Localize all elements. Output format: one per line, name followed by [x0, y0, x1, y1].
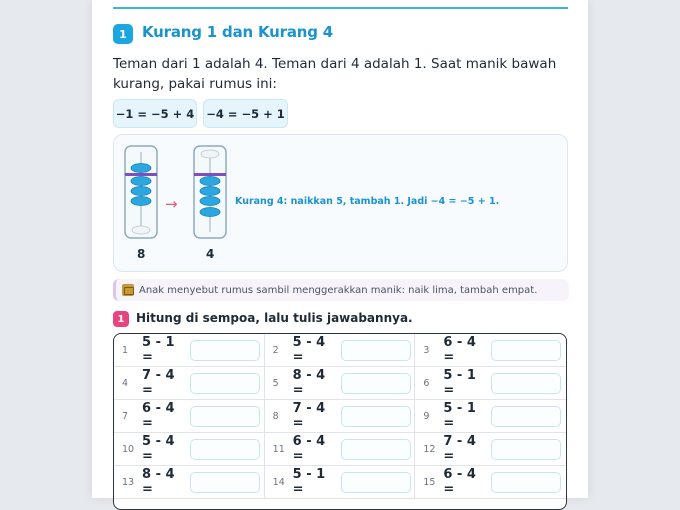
answer-box[interactable] — [341, 439, 411, 460]
problem-number: 14 — [272, 476, 285, 488]
problem-cell — [415, 400, 566, 433]
answer-box[interactable] — [190, 472, 260, 493]
abacus-rod-before — [125, 146, 157, 238]
answer-box[interactable] — [491, 472, 561, 493]
notebook-icon — [122, 284, 134, 296]
illustration-caption: Kurang 4: naikkan 5, tambah 1. Jadi −4 = −5 + 1. — [235, 196, 500, 207]
problem-cell — [415, 367, 566, 400]
problem-expression: 7 - 4 = — [142, 368, 175, 398]
problem-number: 15 — [423, 476, 436, 488]
problem-number: 7 — [122, 410, 129, 422]
answer-box[interactable] — [491, 439, 561, 460]
answer-box[interactable] — [190, 340, 260, 361]
problem-number: 4 — [122, 377, 129, 389]
problem-cell — [265, 466, 416, 499]
problem-number: 12 — [423, 443, 436, 455]
formula-chip-minus-4: −4 = −5 + 1 — [203, 99, 288, 128]
abacus-rod-after — [194, 146, 226, 238]
problem-expression: 8 - 4 = — [142, 467, 175, 497]
problem-cell — [415, 433, 566, 466]
answer-box[interactable] — [341, 340, 411, 361]
arrow-right-icon: → — [165, 195, 178, 213]
problem-number: 2 — [272, 344, 279, 356]
formula-chip-minus-1: −1 = −5 + 4 — [113, 99, 197, 128]
problem-cell — [265, 400, 416, 433]
problem-number: 3 — [423, 344, 430, 356]
problem-expression: 7 - 4 = — [292, 401, 326, 431]
problem-cell — [114, 334, 265, 367]
problem-number: 10 — [122, 443, 135, 455]
problem-cell — [265, 334, 416, 367]
teacher-tip-box — [113, 279, 569, 301]
tip-text: Anak menyebut rumus sambil menggerakkan manik: naik lima, tambah empat. — [139, 284, 538, 296]
problem-cell — [114, 367, 265, 400]
answer-box[interactable] — [190, 406, 260, 427]
problem-number: 5 — [272, 377, 279, 389]
problem-number: 13 — [122, 476, 135, 488]
problem-cell — [114, 466, 265, 499]
problem-expression: 6 - 4 = — [292, 434, 326, 464]
section-title: Kurang 1 dan Kurang 4 — [142, 23, 334, 41]
problem-cell — [114, 400, 265, 433]
problem-expression: 5 - 1 = — [142, 335, 175, 365]
problem-expression: 5 - 1 = — [443, 401, 476, 431]
problem-expression: 7 - 4 = — [443, 434, 476, 464]
problem-expression: 5 - 1 = — [443, 368, 476, 398]
problem-number: 11 — [272, 443, 285, 455]
answer-box[interactable] — [341, 373, 411, 394]
problem-cell — [415, 334, 566, 367]
task-title: Hitung di sempoa, lalu tulis jawabannya. — [136, 311, 413, 325]
problem-expression: 6 - 4 = — [142, 401, 175, 431]
problem-expression: 6 - 4 = — [443, 467, 476, 497]
intro-text: Teman dari 1 adalah 4. Teman dari 4 adalah 1. Saat manik bawah kurang, pakai rumus ini: — [113, 56, 557, 92]
answer-box[interactable] — [491, 373, 561, 394]
problem-expression: 5 - 1 = — [292, 467, 326, 497]
answer-box[interactable] — [341, 406, 411, 427]
problem-expression: 5 - 4 = — [292, 335, 326, 365]
problem-grid — [113, 333, 567, 510]
answer-box[interactable] — [190, 439, 260, 460]
section-number-badge: 1 — [113, 24, 133, 44]
answer-box[interactable] — [341, 472, 411, 493]
answer-box[interactable] — [491, 406, 561, 427]
problem-expression: 6 - 4 = — [443, 335, 476, 365]
problem-cell — [114, 433, 265, 466]
problem-expression: 8 - 4 = — [292, 368, 326, 398]
task-number-badge: 1 — [113, 311, 129, 327]
problem-cell — [265, 367, 416, 400]
problem-number: 9 — [423, 410, 430, 422]
abacus-after-label: 4 — [206, 247, 215, 261]
abacus-before-label: 8 — [137, 247, 146, 261]
answer-box[interactable] — [190, 373, 260, 394]
problem-cell — [415, 466, 566, 499]
problem-expression: 5 - 4 = — [142, 434, 175, 464]
problem-number: 1 — [122, 344, 129, 356]
problem-number: 6 — [423, 377, 430, 389]
answer-box[interactable] — [491, 340, 561, 361]
problem-number: 8 — [272, 410, 279, 422]
problem-cell — [265, 433, 416, 466]
